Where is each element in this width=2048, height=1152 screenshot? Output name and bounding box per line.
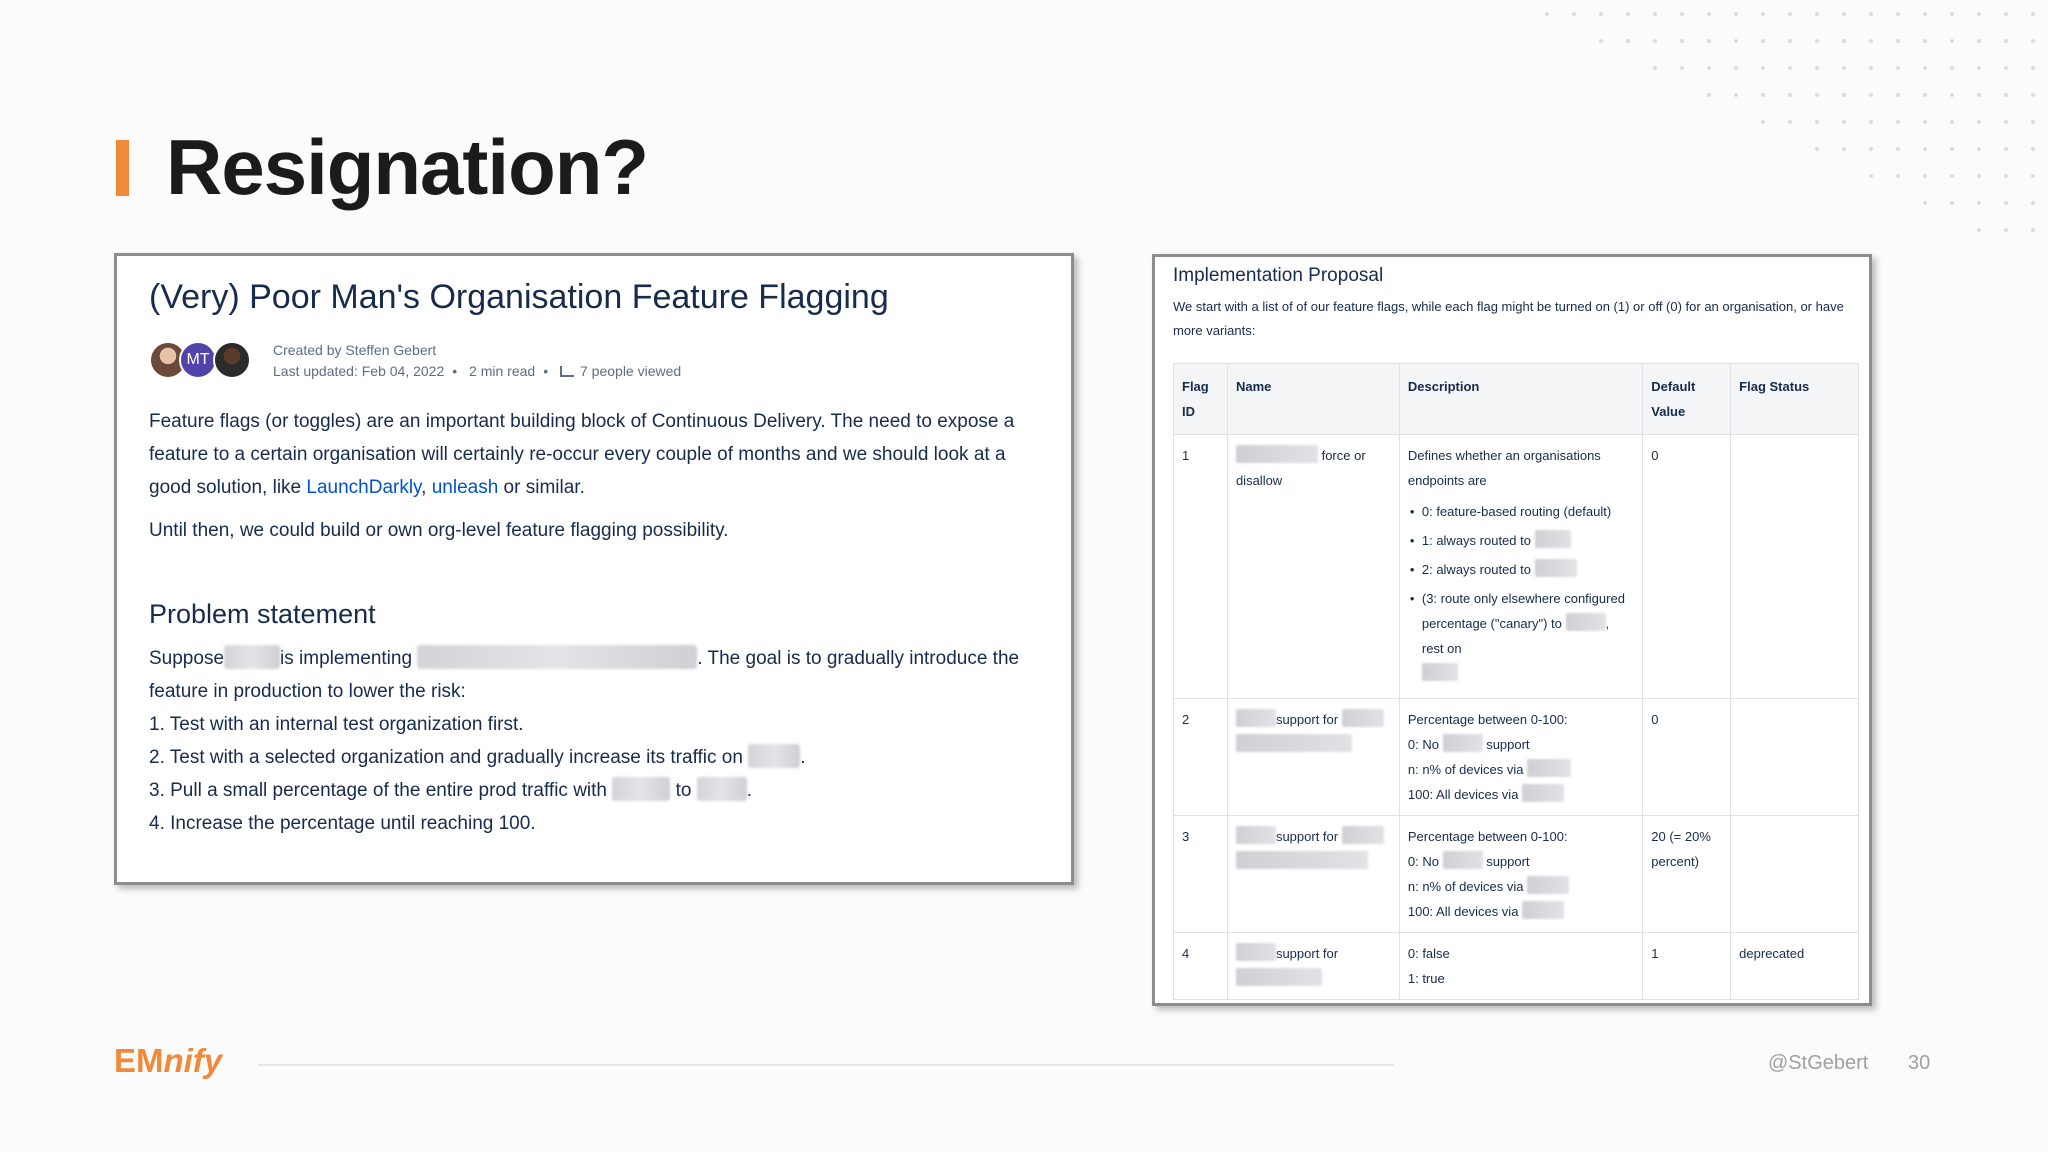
- decorative-dot: [1977, 120, 1981, 124]
- col-header: Flag Status: [1731, 364, 1859, 435]
- decorative-dot: [1977, 147, 1981, 151]
- col-header: Default Value: [1643, 364, 1731, 435]
- slide-title: Resignation?: [166, 123, 649, 211]
- second-paragraph: Until then, we could build or own org-level feature flagging possibility.: [149, 520, 729, 541]
- view-count: 7 people viewed: [580, 363, 682, 379]
- decorative-dot: [1761, 120, 1765, 124]
- decorative-dot: [1761, 66, 1765, 70]
- table-header-row: [1174, 364, 1859, 435]
- decorative-dot: [1869, 39, 1873, 43]
- decorative-dot: [1950, 201, 1954, 205]
- decorative-dot: [1923, 39, 1927, 43]
- decorative-dot: [2031, 201, 2035, 205]
- decorative-dot: [1788, 120, 1792, 124]
- decorative-dot: [1707, 66, 1711, 70]
- decorative-dot: [1707, 12, 1711, 16]
- decorative-dot: [1923, 93, 1927, 97]
- decorative-dot: [1815, 66, 1819, 70]
- table-row: 1 force or disallow Defines whether an organisations endpoints are • 0: feature-based routing (default) • 1: always routed to • 2: always routed to • (3: route only elsewhere configured percentage ("canary") to , rest on 0: [1174, 435, 1859, 699]
- decorative-dot: [1896, 147, 1900, 151]
- decorative-dot: [1842, 66, 1846, 70]
- decorative-dot: [2004, 120, 2008, 124]
- col-header: Flag ID: [1174, 364, 1228, 435]
- decorative-dot: [1653, 12, 1657, 16]
- avatar-group: [149, 339, 259, 383]
- decorative-dot: [1896, 93, 1900, 97]
- decorative-dot: [2031, 39, 2035, 43]
- decorative-dot: [1977, 12, 1981, 16]
- decorative-dot: [1653, 66, 1657, 70]
- doc-title: (Very) Poor Man's Organisation Feature Flagging: [149, 278, 889, 316]
- doc-meta: MT Created by Steffen Gebert Last updated: Feb 04, 2022 • 2 min read • 7 people viewed: [149, 339, 1039, 383]
- analytics-icon: [560, 366, 574, 377]
- decorative-dot: [1977, 174, 1981, 178]
- decorative-dot: [2004, 12, 2008, 16]
- decorative-dot: [2004, 201, 2008, 205]
- twitter-handle: @StGebert: [1768, 1052, 1869, 1074]
- decorative-dot: [1923, 201, 1927, 205]
- decorative-dot: [1815, 39, 1819, 43]
- decorative-dot: [1842, 39, 1846, 43]
- decorative-dot: [1815, 147, 1819, 151]
- decorative-dot: [1545, 12, 1549, 16]
- decorative-dot: [1923, 147, 1927, 151]
- decorative-dot: [1950, 120, 1954, 124]
- title-accent-bar: [116, 140, 129, 196]
- decorative-dot: [1680, 39, 1684, 43]
- decorative-dot: [2004, 228, 2008, 232]
- footer-divider: [258, 1064, 1394, 1066]
- decorative-dot: [1734, 66, 1738, 70]
- redacted-text: [612, 777, 670, 801]
- decorative-dot: [1599, 39, 1603, 43]
- decorative-dot: [1842, 93, 1846, 97]
- decorative-dot: [1923, 174, 1927, 178]
- decorative-dot: [1761, 93, 1765, 97]
- decorative-dot: [1815, 12, 1819, 16]
- redacted-text: [748, 744, 800, 768]
- list-item: 3. Pull a small percentage of the entire prod traffic with to .: [149, 774, 1039, 807]
- decorative-dot: [1707, 93, 1711, 97]
- decorative-dot: [1788, 66, 1792, 70]
- decorative-dot: [2004, 66, 2008, 70]
- decorative-dot: [2004, 147, 2008, 151]
- emnify-logo: EMnify: [114, 1042, 223, 1079]
- decorative-dot: [1869, 93, 1873, 97]
- decorative-dot: [1923, 12, 1927, 16]
- decorative-dot: [2031, 228, 2035, 232]
- decorative-dot: [1761, 12, 1765, 16]
- decorative-dot: [1761, 39, 1765, 43]
- decorative-dot: [1977, 93, 1981, 97]
- decorative-dot-grid: [1545, 12, 2045, 252]
- table-row: 2 support for Percentage between 0-100: 0: No support n: n% of devices via 100: All devices via 0: [1174, 699, 1859, 816]
- redacted-text: [697, 777, 747, 801]
- decorative-dot: [1842, 12, 1846, 16]
- feature-flag-table: [1173, 363, 1859, 1000]
- col-header: Name: [1227, 364, 1399, 435]
- decorative-dot: [2004, 39, 2008, 43]
- decorative-dot: [1977, 228, 1981, 232]
- decorative-dot: [1788, 39, 1792, 43]
- decorative-dot: [2031, 120, 2035, 124]
- decorative-dot: [1572, 12, 1576, 16]
- decorative-dot: [2031, 93, 2035, 97]
- avatar: [213, 341, 251, 379]
- decorative-dot: [1653, 39, 1657, 43]
- decorative-dot: [2031, 147, 2035, 151]
- page-number: 30: [1908, 1052, 1931, 1074]
- decorative-dot: [1896, 120, 1900, 124]
- decorative-dot: [1815, 93, 1819, 97]
- launchdarkly-link[interactable]: LaunchDarkly: [306, 477, 422, 498]
- list-item: 4. Increase the percentage until reaching 100.: [149, 813, 536, 834]
- list-item: 1. Test with an internal test organization first.: [149, 714, 524, 735]
- table-row: 3 support for Percentage between 0-100: 0: No support n: n% of devices via 100: All devices via 20 (= 20% percent): [1174, 816, 1859, 933]
- decorative-dot: [1869, 120, 1873, 124]
- decorative-dot: [1842, 120, 1846, 124]
- decorative-dot: [1923, 120, 1927, 124]
- decorative-dot: [1977, 39, 1981, 43]
- decorative-dot: [1788, 93, 1792, 97]
- col-header: Description: [1399, 364, 1642, 435]
- doc-screenshot-left: [114, 253, 1074, 885]
- avatar: MT: [179, 341, 217, 379]
- decorative-dot: [1869, 174, 1873, 178]
- list-item: 2. Test with a selected organization and gradually increase its traffic on .: [149, 741, 1039, 774]
- decorative-dot: [1950, 66, 1954, 70]
- decorative-dot: [1734, 39, 1738, 43]
- decorative-dot: [2031, 174, 2035, 178]
- table-row: 4 support for 0: false 1: true 1 deprecated: [1174, 933, 1859, 1000]
- decorative-dot: [1680, 66, 1684, 70]
- decorative-dot: [1896, 39, 1900, 43]
- decorative-dot: [1599, 12, 1603, 16]
- decorative-dot: [1950, 39, 1954, 43]
- decorative-dot: [1896, 12, 1900, 16]
- decorative-dot: [1815, 120, 1819, 124]
- redacted-text: [417, 645, 697, 669]
- decorative-dot: [1896, 174, 1900, 178]
- decorative-dot: [1680, 12, 1684, 16]
- doc-screenshot-right: [1152, 254, 1872, 1006]
- decorative-dot: [1869, 147, 1873, 151]
- decorative-dot: [1869, 12, 1873, 16]
- decorative-dot: [1950, 174, 1954, 178]
- decorative-dot: [1869, 66, 1873, 70]
- decorative-dot: [2004, 174, 2008, 178]
- proposal-title: Implementation Proposal: [1173, 265, 1384, 286]
- decorative-dot: [1923, 66, 1927, 70]
- decorative-dot: [1977, 66, 1981, 70]
- problem-text: Suppose is implementing . The goal is to gradually introduce the feature in production to lower the risk: 1. Test with an internal test organization first. 2. Test with a selected organization and gradually increase its traffic on . 3. Pull a small percentage of the entire prod traffic with to . 4. Increase the percentage until reaching 100.: [149, 642, 1039, 840]
- decorative-dot: [1977, 201, 1981, 205]
- proposal-intro: We start with a list of of our feature flags, while each flag might be turned on (1) or off (0) for an organisation, or have more variants:: [1173, 299, 1844, 338]
- unleash-link[interactable]: unleash: [431, 477, 499, 498]
- decorative-dot: [1842, 147, 1846, 151]
- decorative-dot: [1626, 12, 1630, 16]
- decorative-dot: [2031, 66, 2035, 70]
- decorative-dot: [2031, 12, 2035, 16]
- decorative-dot: [1950, 93, 1954, 97]
- decorative-dot: [1734, 93, 1738, 97]
- decorative-dot: [1626, 39, 1630, 43]
- decorative-dot: [1734, 12, 1738, 16]
- problem-heading: Problem statement: [149, 599, 376, 629]
- last-updated: Last updated: Feb 04, 2022: [273, 363, 445, 379]
- decorative-dot: [2004, 93, 2008, 97]
- created-by: Created by Steffen Gebert: [273, 342, 437, 358]
- decorative-dot: [1896, 66, 1900, 70]
- decorative-dot: [1950, 12, 1954, 16]
- decorative-dot: [1707, 39, 1711, 43]
- decorative-dot: [1950, 147, 1954, 151]
- redacted-text: [224, 645, 280, 669]
- decorative-dot: [1788, 12, 1792, 16]
- read-time: 2 min read: [469, 363, 536, 379]
- intro-paragraph: Feature flags (or toggles) are an important building block of Continuous Delivery. The need to expose a feature to a certain organisation will certainly re-occur every couple of months and we should look at a good solution, like LaunchDarkly, unleash or similar.: [149, 411, 1015, 498]
